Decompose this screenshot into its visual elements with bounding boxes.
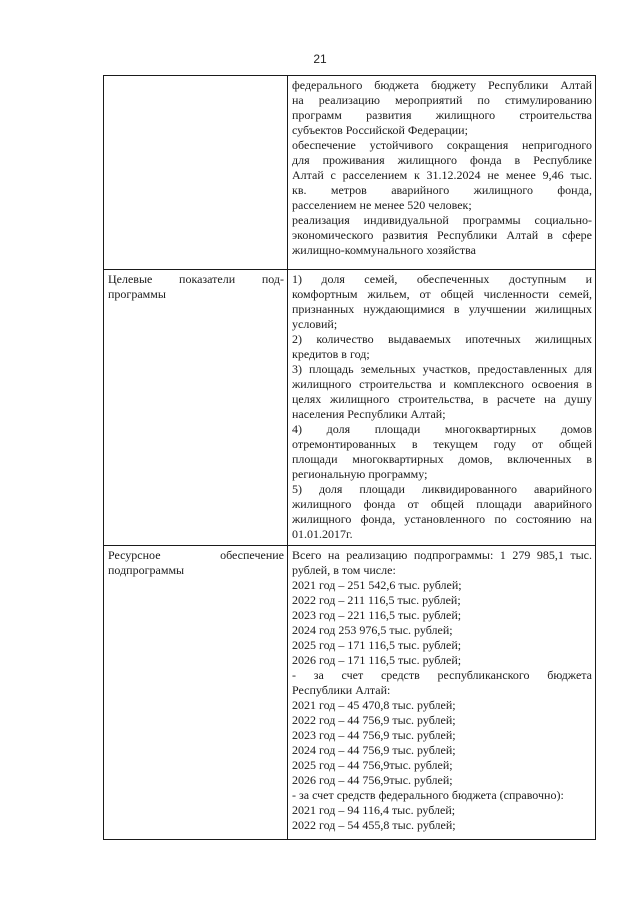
- content-line: расселением не менее 520 человек;: [292, 198, 472, 212]
- row-label-line: программы: [108, 287, 166, 301]
- content-line: отремонтированных в текущем году от общей: [292, 437, 592, 451]
- row-label-line: Целевые показатели под-: [108, 272, 284, 286]
- content-line: Всего на реализацию подпрограммы: 1 279 985,1 тыс.: [292, 548, 592, 562]
- content-line: 2023 год – 44 756,9 тыс. рублей;: [292, 728, 456, 742]
- row-content-cell: [288, 270, 596, 546]
- content-line: целях жилищного строительства, в расчете на душу: [292, 392, 592, 406]
- content-line: Алтай с расселением к 31.12.2024 не менее 9,46 тыс.: [292, 168, 592, 182]
- content-line: 4) доля площади многоквартирных домов: [292, 422, 592, 436]
- content-line: для проживания жилищного фонда в Республике: [292, 153, 592, 167]
- content-line: жилищно-коммунального хозяйства: [292, 243, 476, 257]
- content-line: кредитов в год;: [292, 347, 370, 361]
- content-line: экономического развития Республики Алтай в сфере: [292, 228, 592, 242]
- content-line: 01.01.2017г.: [292, 527, 353, 541]
- content-line: 2026 год – 44 756,9тыс. рублей;: [292, 773, 453, 787]
- content-line: субъектов Российской Федерации;: [292, 123, 468, 137]
- table-row-continuation: [104, 76, 596, 270]
- row-label-line: Ресурсное обеспечение: [108, 548, 284, 562]
- content-line: 3) площадь земельных участков, предоставленных для: [292, 362, 592, 376]
- content-line: жилищного строительства и комплексного освоения в: [292, 377, 592, 391]
- content-line: 2025 год – 171 116,5 тыс. рублей;: [292, 638, 462, 652]
- table-row-resource-support: [104, 546, 596, 840]
- content-line: 2021 год – 94 116,4 тыс. рублей;: [292, 803, 456, 817]
- content-line: 2022 год – 54 455,8 тыс. рублей;: [292, 818, 456, 832]
- row-label-line: подпрограммы: [108, 563, 185, 577]
- content-line: жилищного фонда, установленного по состоянию на: [292, 512, 592, 526]
- content-line: комфортным жильем, от общей численности семей,: [292, 287, 592, 301]
- content-line: - за счет средств республиканского бюджета: [292, 668, 592, 682]
- content-line: условий;: [292, 317, 338, 331]
- content-line: населения Республики Алтай;: [292, 407, 446, 421]
- content-line: 2022 год – 211 116,5 тыс. рублей;: [292, 593, 461, 607]
- content-line: 2) количество выдаваемых ипотечных жилищных: [292, 332, 592, 346]
- content-line: Республики Алтай:: [292, 683, 391, 697]
- content-line: региональную программу;: [292, 467, 428, 481]
- row-content-cell: [288, 546, 596, 840]
- content-line: рублей, в том числе:: [292, 563, 396, 577]
- content-line: 2021 год – 251 542,6 тыс. рублей;: [292, 578, 462, 592]
- content-line: 1) доля семей, обеспеченных доступным и: [292, 272, 592, 286]
- content-line: признанных нуждающимися в улучшении жилищных: [292, 302, 592, 316]
- content-line: на реализацию мероприятий по стимулированию: [292, 93, 592, 107]
- content-line: федерального бюджета бюджету Республики Алтай: [292, 78, 592, 92]
- content-line: площади многоквартирных домов, включенных в: [292, 452, 592, 466]
- content-line: реализация индивидуальной программы социально-: [292, 213, 592, 227]
- row-label-cell: [104, 270, 288, 546]
- content-line: 2024 год – 44 756,9 тыс. рублей;: [292, 743, 456, 757]
- subprogram-passport-table: [103, 75, 596, 840]
- content-line: 2026 год – 171 116,5 тыс. рублей;: [292, 653, 462, 667]
- content-line: - за счет средств федерального бюджета (справочно):: [292, 788, 564, 802]
- content-line: программ развития жилищного строительства: [292, 108, 592, 122]
- row-content-cell: [288, 76, 596, 270]
- content-line: 2024 год 253 976,5 тыс. рублей;: [292, 623, 453, 637]
- content-line: 2021 год – 45 470,8 тыс. рублей;: [292, 698, 456, 712]
- content-line: обеспечение устойчивого сокращения непригодного: [292, 138, 592, 152]
- row-label-cell: [104, 76, 288, 270]
- content-line: кв. метров аварийного жилищного фонда,: [292, 183, 592, 197]
- content-line: 5) доля площади ликвидированного аварийного: [292, 482, 592, 496]
- content-line: 2022 год – 44 756,9 тыс. рублей;: [292, 713, 456, 727]
- row-label-cell: [104, 546, 288, 840]
- content-line: жилищного фонда от общей площади аварийного: [292, 497, 592, 511]
- content-line: 2023 год – 221 116,5 тыс. рублей;: [292, 608, 462, 622]
- page-number: 21: [313, 52, 327, 66]
- content-line: 2025 год – 44 756,9тыс. рублей;: [292, 758, 453, 772]
- table-row-target-indicators: [104, 270, 596, 546]
